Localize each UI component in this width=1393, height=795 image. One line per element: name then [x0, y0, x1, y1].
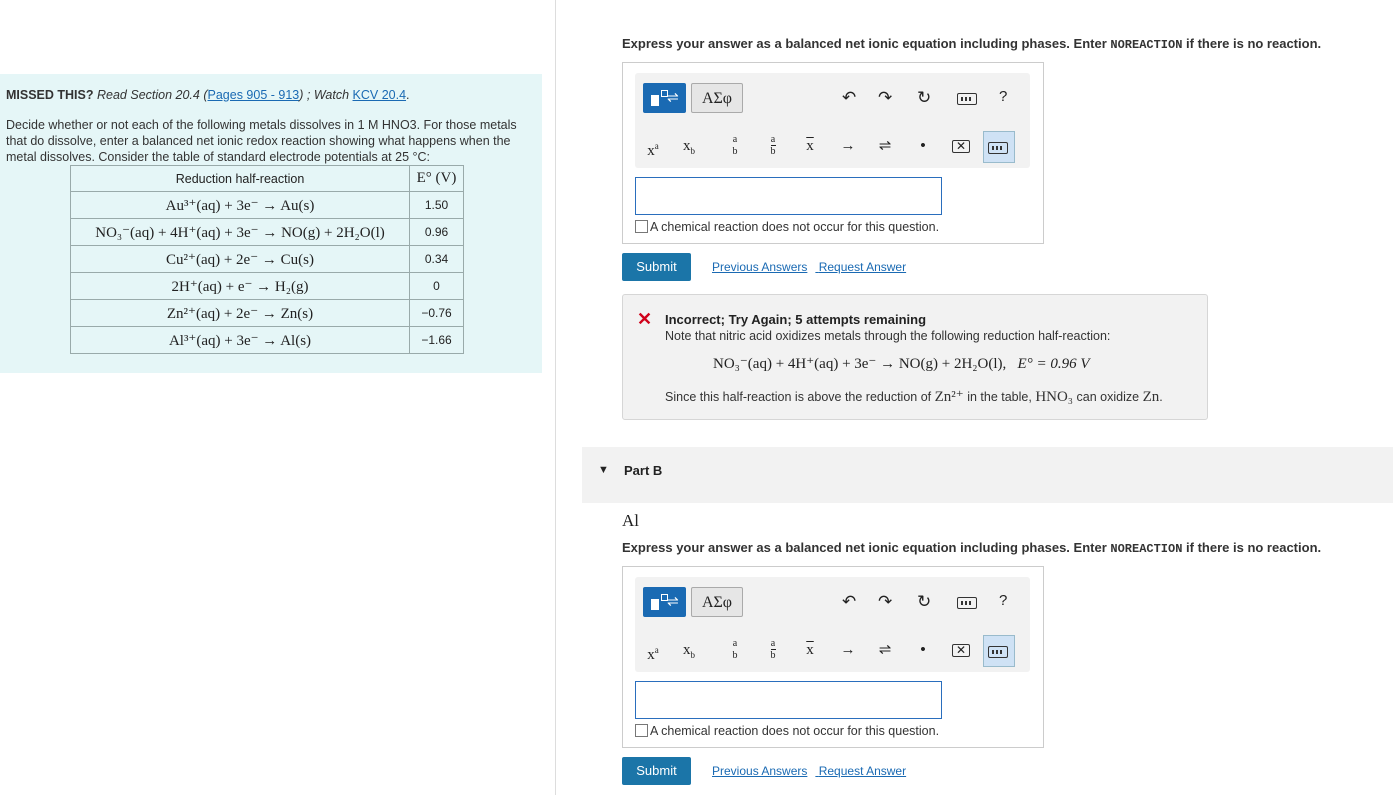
fraction-button[interactable]: a b [732, 638, 738, 661]
potential-cell: 0 [410, 273, 464, 300]
problem-statement-panel [0, 74, 542, 373]
dot-button[interactable]: • [920, 137, 926, 154]
potential-cell: 0.34 [410, 246, 464, 273]
instructions-text: Express your answer as a balanced net ionic equation including phases. Enter [622, 540, 1107, 555]
table-row [71, 192, 464, 219]
collapse-triangle-icon[interactable]: ▼ [598, 464, 609, 476]
previous-answers-link[interactable]: Previous Answers [712, 260, 808, 274]
table-row [71, 327, 464, 354]
greek-symbols-button[interactable]: ΑΣφ [691, 587, 743, 617]
request-answer-link[interactable]: Request Answer [818, 764, 907, 778]
part-b-label: Part B [624, 463, 663, 478]
keyboard-button[interactable] [983, 131, 1015, 163]
keyboard-shortcuts-icon[interactable] [957, 93, 977, 105]
watch-text: ) ; Watch [299, 88, 350, 102]
previous-answers-link[interactable]: Previous Answers [712, 764, 808, 778]
table-row [71, 246, 464, 273]
reaction-cell: Al³⁺(aq) + 3e⁻ → Al(s) [71, 327, 410, 354]
feedback-equation [713, 354, 1089, 373]
math-toolbar [635, 73, 1030, 168]
fraction-button[interactable]: a b [732, 134, 738, 157]
pages-link[interactable]: Pages 905 - 913 [207, 88, 300, 102]
reaction-cell: Au³⁺(aq) + 3e⁻ → Au(s) [71, 192, 410, 219]
feedback-half-reaction: NO₃⁻(aq) + 4H⁺(aq) + 3e⁻ → NO(g) + 2H₂O(l), [713, 356, 1007, 372]
part-a-submit-button[interactable]: Submit [622, 253, 691, 281]
no-reaction-checkbox[interactable] [635, 724, 648, 737]
undo-icon[interactable]: ↶ [842, 88, 857, 107]
potential-cell: 0.96 [410, 219, 464, 246]
reaction-cell: 2H⁺(aq) + e⁻ → H₂(g) [71, 273, 410, 300]
reset-icon[interactable]: ↻ [917, 592, 932, 611]
missed-this-label: MISSED THIS? [6, 88, 94, 102]
reaction-arrow-button[interactable]: → [840, 641, 856, 658]
part-b-links [712, 764, 914, 778]
reset-icon[interactable]: ↻ [917, 88, 932, 107]
help-icon[interactable]: ? [999, 88, 1008, 105]
dot-button[interactable]: • [920, 641, 926, 658]
subscript-button[interactable]: $x_b$ [683, 642, 695, 660]
templates-button[interactable] [643, 83, 686, 113]
template-equals-icon: ⇌ [667, 89, 679, 105]
feedback-title: Incorrect; Try Again; 5 attempts remaining [665, 312, 927, 327]
math-toolbar [635, 577, 1030, 672]
mixed-fraction-button[interactable]: a b [770, 638, 776, 661]
since-end: . [1159, 390, 1163, 404]
potential-cell: −0.76 [410, 300, 464, 327]
part-a-instructions [622, 36, 1321, 52]
no-reaction-option[interactable] [635, 220, 939, 234]
template-square-icon [651, 599, 659, 610]
instructions-text-end: if there is no reaction. [1186, 540, 1322, 555]
greek-symbols-button[interactable]: ΑΣφ [691, 83, 743, 113]
header-potential: E° (V) [410, 166, 464, 192]
equilibrium-arrow-button[interactable]: ⇌ [878, 641, 892, 658]
since-suffix: can oxidize [1076, 390, 1140, 404]
no-reaction-option[interactable] [635, 724, 939, 738]
template-equals-icon: ⇌ [667, 593, 679, 609]
table-row [71, 273, 464, 300]
since-middle: in the table, [967, 390, 1032, 404]
table-row [71, 219, 464, 246]
instructions-text: Express your answer as a balanced net ionic equation including phases. Enter [622, 36, 1107, 51]
mixed-fraction-button[interactable]: a b [770, 134, 776, 157]
reaction-cell: Cu²⁺(aq) + 2e⁻ → Cu(s) [71, 246, 410, 273]
no-reaction-label: A chemical reaction does not occur for this question. [650, 724, 940, 738]
undo-icon[interactable]: ↶ [842, 592, 857, 611]
overline-button[interactable]: $\overline{x}$ [806, 138, 814, 154]
reaction-arrow-button[interactable]: → [840, 137, 856, 154]
table-row [71, 300, 464, 327]
reaction-cell: Zn²⁺(aq) + 2e⁻ → Zn(s) [71, 300, 410, 327]
noreaction-keyword: NOREACTION [1110, 38, 1183, 52]
keyboard-button[interactable] [983, 635, 1015, 667]
redo-icon[interactable]: ↷ [878, 88, 893, 107]
part-b-header[interactable] [582, 447, 1393, 503]
potential-cell: 1.50 [410, 192, 464, 219]
equilibrium-arrow-button[interactable]: ⇌ [878, 137, 892, 154]
keyboard-icon [988, 142, 1008, 154]
missed-this-line: MISSED THIS? Read Section 20.4 (Pages 905 - 913) ; Watch KCV 20.4. [6, 88, 410, 102]
part-b-answer-box [622, 566, 1044, 748]
part-a-answer-box [622, 62, 1044, 244]
kcv-link[interactable]: KCV 20.4 [352, 88, 407, 102]
no-reaction-label: A chemical reaction does not occur for this question. [650, 220, 940, 234]
part-b-instructions [622, 540, 1321, 556]
since-text: Since this half-reaction is above the reduction of [665, 390, 932, 404]
part-b-submit-button[interactable]: Submit [622, 757, 691, 785]
since-ion: Zn²⁺ [934, 389, 964, 405]
keyboard-shortcuts-icon[interactable] [957, 597, 977, 609]
problem-intro: Decide whether or not each of the following metals dissolves in 1 M HNO3. For those metals that do dissolve, enter a balanced net ionic redox reaction showing what happens when the metal dissolves. Consider the table of standard electrode potentials at 25 °C: [6, 118, 517, 164]
header-reaction: Reduction half-reaction [71, 166, 410, 192]
subscript-button[interactable]: $x_b$ [683, 138, 695, 156]
instructions-text-end: if there is no reaction. [1186, 36, 1322, 51]
column-divider [555, 0, 556, 795]
superscript-button[interactable]: $x^a$ [647, 141, 659, 159]
answer-input[interactable] [635, 681, 942, 719]
answer-input[interactable] [635, 177, 942, 215]
templates-button[interactable] [643, 587, 686, 617]
electrode-potentials-table [70, 165, 464, 354]
part-a-links [712, 260, 914, 274]
reaction-cell: NO₃⁻(aq) + 4H⁺(aq) + 3e⁻ → NO(g) + 2H₂O(l) [71, 219, 410, 246]
since-metal: Zn [1142, 389, 1160, 405]
request-answer-link[interactable]: Request Answer [818, 260, 907, 274]
feedback-note: Note that nitric acid oxidizes metals through the following reduction half-reaction: [665, 329, 1111, 343]
overline-button[interactable]: $\overline{x}$ [806, 642, 814, 658]
feedback-explanation [665, 387, 1163, 406]
backspace-button[interactable]: ✕ [946, 635, 976, 665]
potential-cell: −1.66 [410, 327, 464, 354]
help-icon[interactable]: ? [999, 592, 1008, 609]
superscript-button[interactable]: $x^a$ [647, 645, 659, 663]
redo-icon[interactable]: ↷ [878, 592, 893, 611]
feedback-potential: E° = 0.96 V [1017, 356, 1090, 372]
noreaction-keyword: NOREACTION [1110, 542, 1183, 556]
template-square-icon [651, 95, 659, 106]
since-acid: HNO₃ [1035, 389, 1074, 405]
part-b-metal: Al [622, 511, 639, 530]
table-header-row [71, 166, 464, 192]
incorrect-x-icon: ✕ [637, 309, 653, 329]
keyboard-icon [988, 646, 1008, 658]
no-reaction-checkbox[interactable] [635, 220, 648, 233]
read-section-text: Read Section 20.4 ( [97, 88, 208, 102]
backspace-button[interactable]: ✕ [946, 131, 976, 161]
feedback-box [622, 294, 1208, 420]
